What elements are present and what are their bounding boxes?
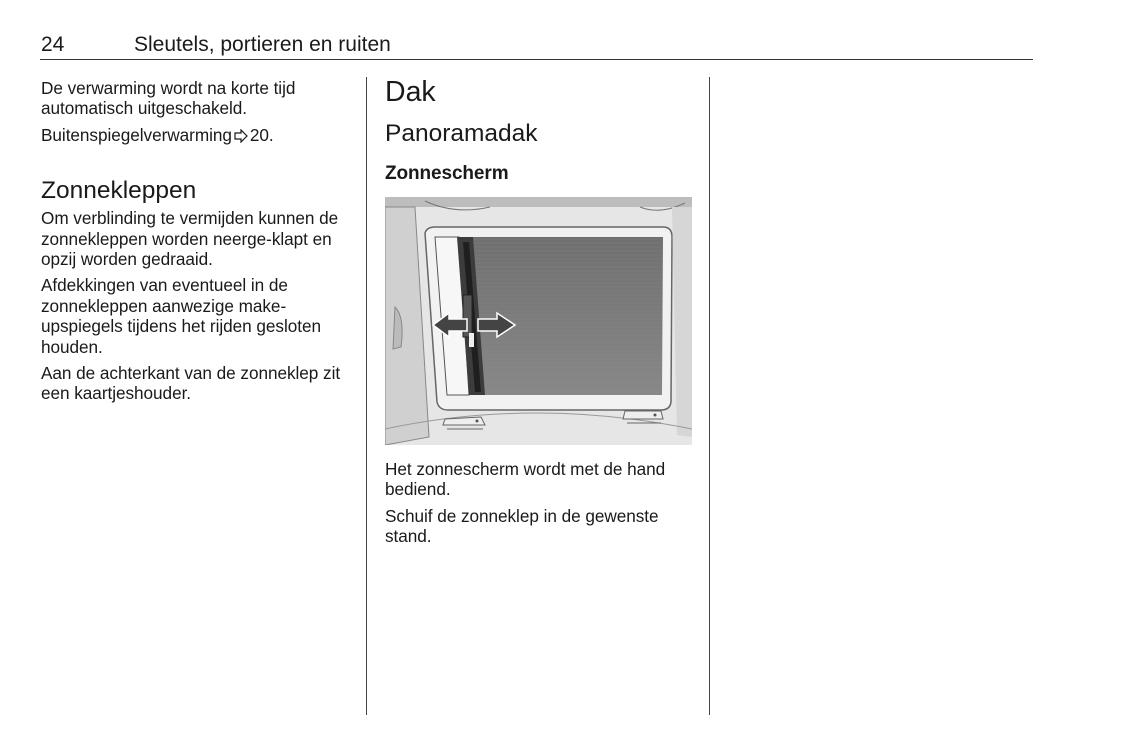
column-divider-left	[366, 77, 367, 715]
page-header	[40, 32, 1033, 60]
paragraph-slide-visor: Schuif de zonneklep in de gewenste stand.	[385, 505, 659, 547]
paragraph-mirror-covers: Afdekkingen van eventueel in de zonnekleppen aanwezige make-upspiegels tijdens het rijden gesloten houden.	[41, 275, 321, 357]
paragraph-heating-auto-off: De verwarming wordt na korte tijd automatisch uitgeschakeld.	[41, 78, 296, 119]
arrow-reference-icon	[234, 127, 248, 147]
cross-reference	[41, 125, 356, 147]
middle-column	[385, 78, 695, 553]
reference-page: 20.	[249, 124, 274, 145]
reference-label: Buitenspiegelverwarming	[41, 124, 232, 145]
page-number: 24	[41, 33, 65, 56]
heading-panoramadak: Panoramadak	[385, 120, 538, 147]
sunroof-sunshade-illustration	[385, 197, 692, 445]
heading-dak: Dak	[385, 76, 436, 108]
section-title: Sleutels, portieren en ruiten	[134, 33, 391, 56]
paragraph-manual-operation: Het zonnescherm wordt met de hand bediend.	[385, 459, 666, 500]
paragraph-card-holder: Aan de achterkant van de zonneklep zit een kaartjeshouder.	[41, 363, 341, 404]
heading-zonnekleppen: Zonnekleppen	[41, 177, 197, 205]
column-divider-right	[709, 77, 710, 715]
paragraph-sun-visors: Om verblinding te vermijden kunnen de zonnekleppen worden neerge-klapt en opzij worden gedraaid.	[41, 208, 339, 270]
left-column	[41, 78, 356, 410]
heading-zonnescherm: Zonnescherm	[385, 163, 509, 184]
